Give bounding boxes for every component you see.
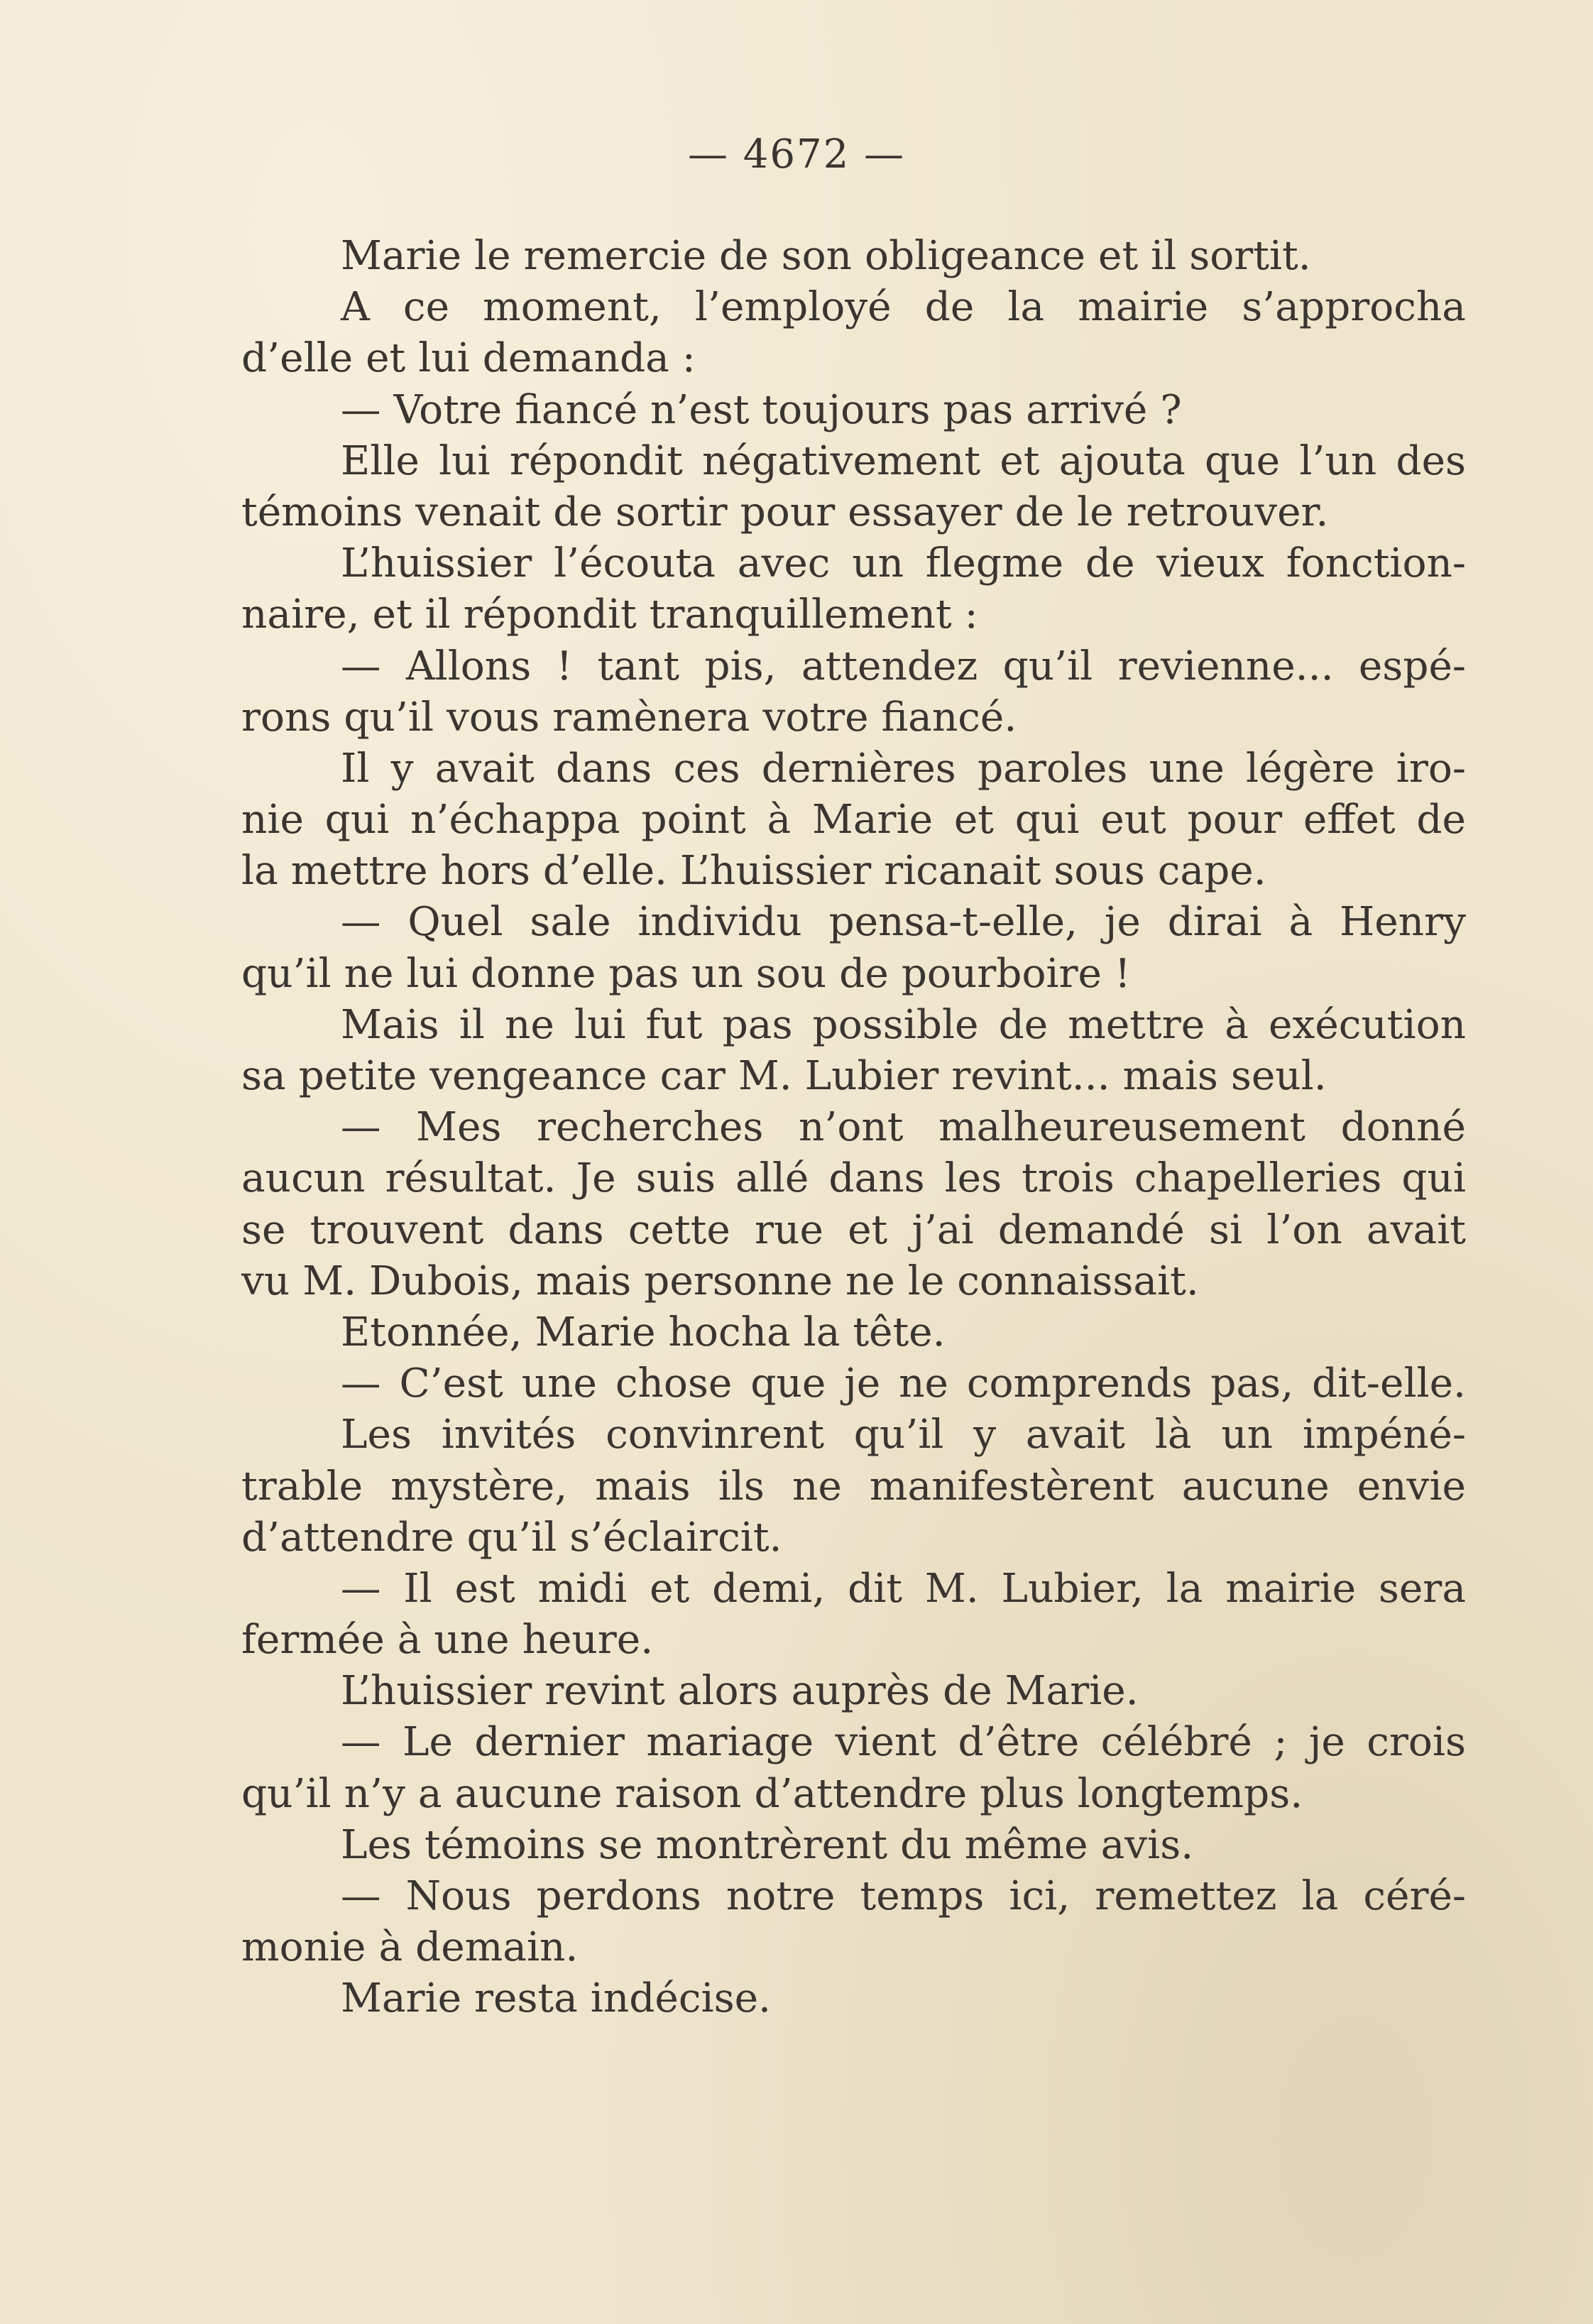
text-line: qu’il n’y a aucune raison d’attendre plus longtemps.: [241, 1770, 1303, 1817]
text-line: Marie resta indécise.: [341, 1975, 771, 2022]
body-text: [241, 231, 1466, 2025]
text-line: Les invités convinrent qu’il y avait là un impéné-: [341, 1412, 1466, 1458]
text-line: naire, et il répondit tranquillement :: [241, 591, 978, 638]
text-line: — Le dernier mariage vient d’être célébré ; je crois: [341, 1719, 1466, 1766]
text-line: d’elle et lui demanda :: [241, 335, 696, 382]
text-line: Mais il ne lui fut pas possible de mettre à exécution: [341, 1001, 1466, 1048]
text-line: Etonnée, Marie hocha la tête.: [341, 1309, 946, 1355]
text-line: Elle lui répondit négativement et ajouta que l’un des: [341, 437, 1466, 484]
text-line: — Votre fiancé n’est toujours pas arrivé ?: [341, 386, 1182, 433]
text-line: trable mystère, mais ils ne manifestèrent aucune envie: [241, 1463, 1466, 1510]
text-line: fermée à une heure.: [241, 1617, 654, 1664]
text-line: — Allons ! tant pis, attendez qu’il revienne... espé-: [341, 643, 1466, 689]
text-line: L’huissier revint alors auprès de Marie.: [341, 1668, 1139, 1715]
text-line: d’attendre qu’il s’éclaircit.: [241, 1514, 782, 1561]
text-line: témoins venait de sortir pour essayer de le retrouver.: [241, 489, 1329, 535]
text-line: L’huissier l’écouta avec un flegme de vieux fonction-: [341, 540, 1466, 587]
text-line: — Mes recherches n’ont malheureusement donné: [341, 1104, 1466, 1151]
text-line: Marie le remercie de son obligeance et il sortit.: [341, 233, 1311, 279]
text-line: — Quel sale individu pensa-t-elle, je dirai à Henry: [341, 899, 1466, 946]
text-line: se trouvent dans cette rue et j’ai demandé si l’on avait: [241, 1206, 1466, 1253]
text-line: Il y avait dans ces dernières paroles une légère iro-: [341, 745, 1466, 792]
text-line: monie à demain.: [241, 1924, 579, 1971]
text-line: nie qui n’échappa point à Marie et qui eut pour effet de: [241, 797, 1466, 844]
text-line: — Nous perdons notre temps ici, remettez la céré-: [341, 1873, 1466, 1919]
text-line: rons qu’il vous ramènera votre fiancé.: [241, 694, 1017, 741]
text-line: qu’il ne lui donne pas un sou de pourboire !: [241, 950, 1131, 997]
text-line: A ce moment, l’employé de la mairie s’approcha: [341, 284, 1466, 331]
page-number: — 4672 —: [687, 131, 906, 178]
text-line: sa petite vengeance car M. Lubier revint... mais seul.: [241, 1053, 1327, 1099]
text-line: aucun résultat. Je suis allé dans les trois chapelleries qui: [241, 1155, 1466, 1202]
text-line: Les témoins se montrèrent du même avis.: [341, 1821, 1194, 1868]
text-line: — Il est midi et demi, dit M. Lubier, la mairie sera: [341, 1565, 1466, 1612]
text-line: — C’est une chose que je ne comprends pas, dit-elle.: [341, 1360, 1466, 1407]
text-line: la mettre hors d’elle. L’huissier ricanait sous cape.: [241, 848, 1266, 895]
text-line: vu M. Dubois, mais personne ne le connaissait.: [241, 1258, 1199, 1304]
